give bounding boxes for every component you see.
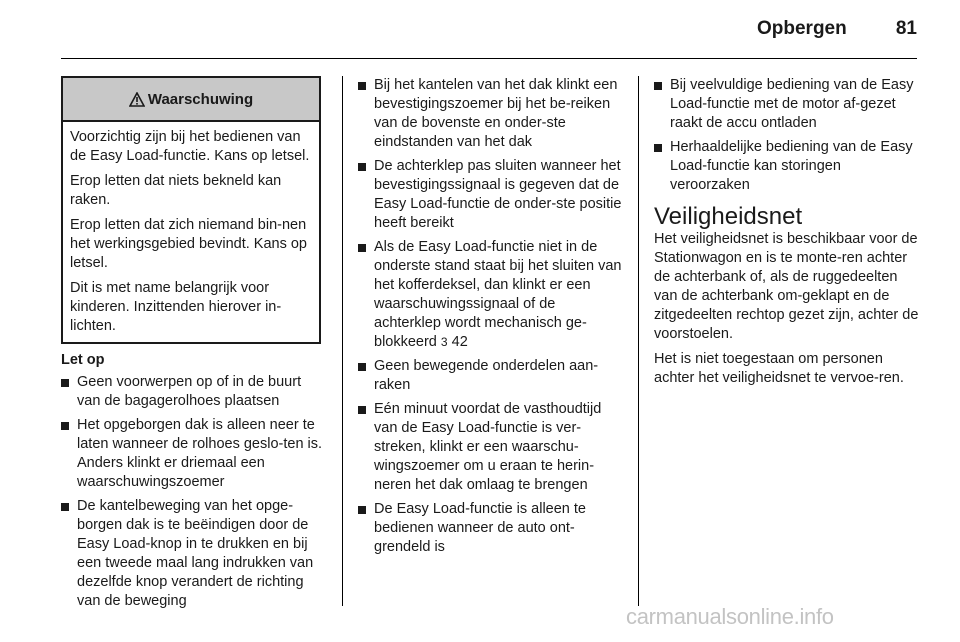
section-title: Veiligheidsnet [654, 203, 803, 230]
body-paragraph: Het is niet toegestaan om personen achter het veiligheidsnet te vervoe-ren. [654, 351, 904, 386]
list-item [61, 497, 323, 611]
body-paragraph: Het veiligheidsnet is beschikbaar voor de Stationwagon en is te monte-ren achter de achterbank of, als de ruggedeelten van de achterbank om-geklapt en de zitgedeelten rechtop gezet zijn, achter de voorstoelen. [654, 231, 919, 342]
column-divider [342, 76, 343, 606]
list-item [358, 400, 623, 495]
list-item [358, 76, 623, 152]
bullet-square-icon [358, 244, 366, 252]
column-3 [654, 76, 922, 394]
list-item-text: Herhaaldelijke bediening van de Easy Load-functie kan storingen veroorzaken [670, 139, 913, 193]
list-item-text: Als de Easy Load-functie niet in de onderste stand staat bij het sluiten van het kofferdeksel, dan klinkt er een waarschuwingssignaal of de achterklep wordt mechanisch ge-blokkeerd [374, 239, 622, 350]
cross-reference-icon[interactable]: 3 [440, 335, 448, 349]
list-item-text: De Easy Load-functie is alleen te bedienen wanneer de auto ont-grendeld is [374, 501, 586, 555]
list-item-text: Bij veelvuldige bediening van de Easy Load-functie met de motor af-gezet raakt de accu ontladen [670, 77, 914, 131]
page-number: 81 [895, 18, 917, 39]
list-item-text: Bij het kantelen van het dak klinkt een bevestigingszoemer bij het be-reiken van de bovenste en onder-ste eindstanden van het dak [374, 77, 618, 150]
list-item-text: Geen bewegende onderdelen aan-raken [374, 358, 599, 393]
header-rule [61, 58, 917, 59]
list-item [358, 357, 623, 395]
bullet-square-icon [358, 163, 366, 171]
bullet-square-icon [61, 379, 69, 387]
column-2-list [358, 76, 623, 557]
list-item [358, 238, 623, 352]
warning-paragraph: Voorzichtig zijn bij het bedienen van de Easy Load-functie. Kans op letsel. [70, 129, 310, 164]
warning-box [61, 76, 321, 344]
warning-body [63, 122, 319, 336]
page-header-title: Opbergen [757, 18, 847, 39]
list-item-text: De achterklep pas sluiten wanneer het bevestigingssignaal is gegeven dat de Easy Load-functie de onder-ste positie heeft bereikt [374, 158, 622, 231]
watermark: carmanualsonline.info [626, 604, 834, 629]
bullet-square-icon [61, 503, 69, 511]
list-item [358, 157, 623, 233]
bullet-square-icon [358, 82, 366, 90]
bullet-square-icon [358, 406, 366, 414]
bullet-square-icon [654, 82, 662, 90]
note-list [61, 373, 323, 611]
bullet-square-icon [358, 506, 366, 514]
note-title: Let op [61, 352, 105, 368]
column-divider [638, 76, 639, 606]
warning-title: Waarschuwing [147, 90, 254, 108]
list-item-text: Het opgeborgen dak is alleen neer te laten wanneer de rolhoes geslo-ten is. Anders klinkt er driemaal een waarschuwingszoemer [77, 417, 323, 490]
list-item [358, 500, 623, 557]
bullet-square-icon [61, 422, 69, 430]
list-item-text: Geen voorwerpen op of in de buurt van de bagagerolhoes plaatsen [77, 374, 302, 409]
list-item [61, 373, 323, 411]
warning-paragraph: Erop letten dat niets bekneld kan raken. [70, 173, 282, 208]
cross-reference-page[interactable]: 42 [451, 334, 468, 350]
warning-paragraph: Dit is met name belangrijk voor kinderen. Inzittenden hierover in-lichten. [70, 280, 282, 334]
column-2 [358, 76, 623, 562]
list-item [654, 76, 922, 133]
note-section [61, 351, 323, 616]
list-item [654, 138, 922, 195]
warning-triangle-icon [129, 92, 145, 107]
list-item [61, 416, 323, 492]
warning-header [63, 78, 319, 122]
bullet-square-icon [358, 363, 366, 371]
list-item-text: Eén minuut voordat de vasthoudtijd van de Easy Load-functie is ver-streken, klinkt er een waarschu-wingszoemer om u eraan te herin-neren het dak omlaag te brengen [374, 401, 602, 493]
warning-paragraph: Erop letten dat zich niemand bin-nen het werkingsgebied bevindt. Kans op letsel. [70, 217, 307, 271]
column-3-list [654, 76, 922, 195]
list-item-text: De kantelbeweging van het opge-borgen dak is te beëindigen door de Easy Load-knop in te drukken en bij een tweede maal lang indrukken van dezelfde knop verandert de richting van de beweging [77, 498, 314, 609]
bullet-square-icon [654, 144, 662, 152]
